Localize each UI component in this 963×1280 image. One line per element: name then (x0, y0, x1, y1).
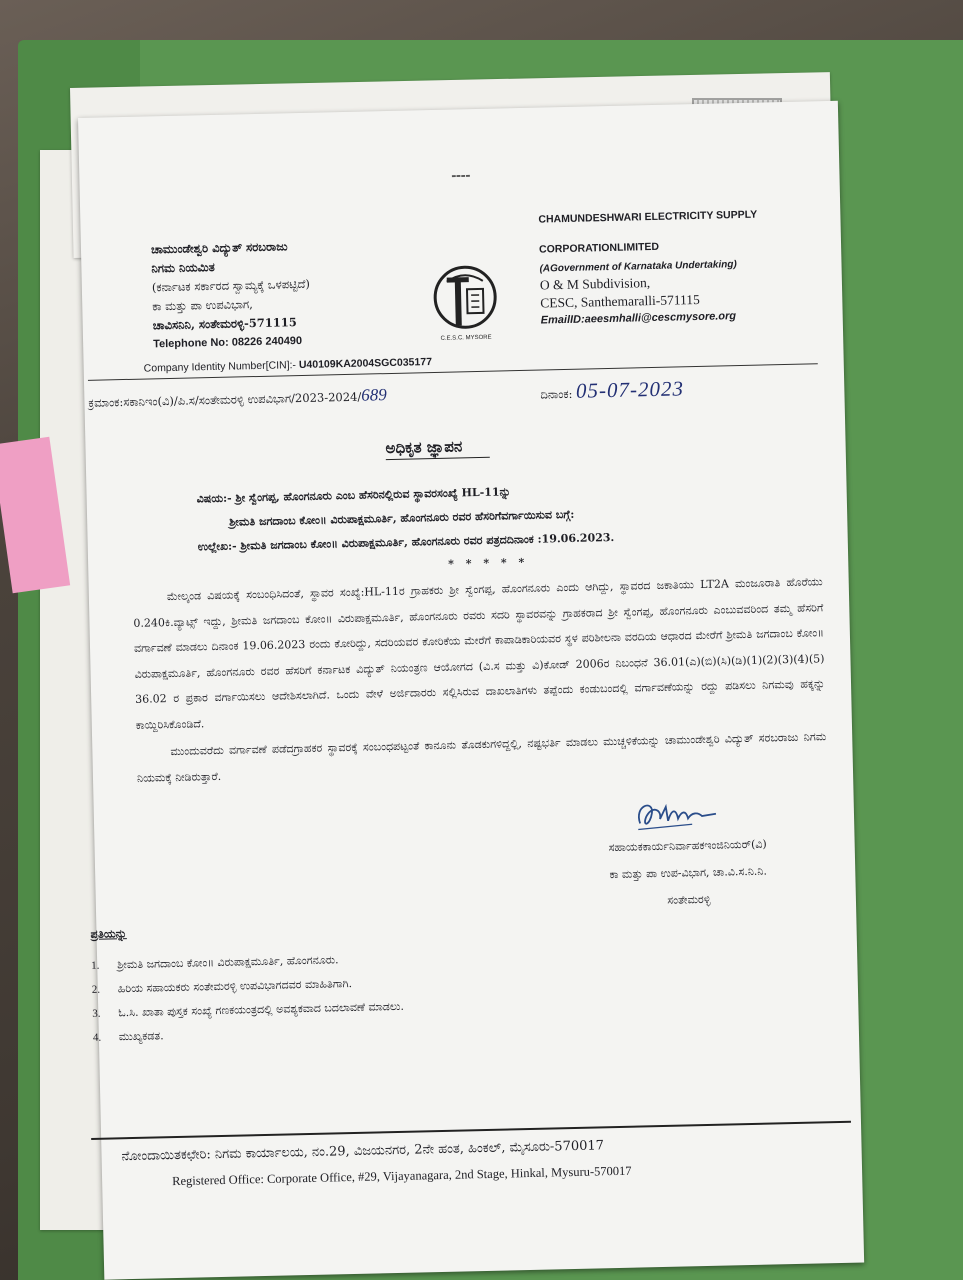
kannada-letterhead (151, 234, 454, 355)
kn-subdivision: ಕಾ ಮತ್ತು ಪಾ ಉಪವಿಭಾಗ, (152, 297, 253, 314)
en-company-name: CHAMUNDESHWARI ELECTRICITY SUPPLY (538, 208, 758, 226)
document-sheet (78, 101, 864, 1280)
body-paragraph-1: ಮೇಲ್ಕಂಡ ವಿಷಯಕ್ಕೆ ಸಂಬಂಧಿಸಿದಂತೆ, ಸ್ಥಾವರ ಸಂಖ್ಯೆ:HL-11ರ ಗ್ರಾಹಕರು ಶ್ರೀ ಸ್ವೆಂಗಪ್ಪ, ಹೊಂಗನೂರು ಎಂದು ಆಗಿದ್ದು, ಸ್ಥಾವರದ ಜಕಾತಿಯು LT2A ಮಂಜೂರಾತಿ ಹೊರೆಯು 0.240ಕಿ.ವ್ಯಾಟ್ಸ್ ಇದ್ದು, ಶ್ರೀಮತಿ ಜಗದಾಂಬ ಕೋಂ॥ ವಿರುಪಾಕ್ಷಮೂರ್ತಿ, ಹೊಂಗನೂರು ರವರು ಸದರಿ ಸ್ಥಾವರವನ್ನು ಗ್ರಾಹಕರಾದ ಶ್ರೀ ಸ್ವೆಂಗಪ್ಪ, ಹೊಂಗನೂರು ಎಂಬುವವರಿಂದ ತಮ್ಮ ಹೆಸರಿಗೆ ವರ್ಗಾವಣೆ ಮಾಡಲು ದಿನಾಂಕ 19.06.2023 ರಂದು ಕೋರಿದ್ದು, ಸದರಿಯವರ ಕೋರಿಕೆಯ ಮೇರೆಗೆ ಕಾಪಾಡಿಕಾರಿಯವರ ಸ್ಥಳ ಪರಿಶೀಲನಾ ವರದಿಯ ಆಧಾರದ ಮೇರೆಗೆ ಶ್ರೀಮತಿ ಜಗದಾಂಬ ಕೋಂ॥ ವಿರುಪಾಕ್ಷಮೂರ್ತಿ, ಹೊಂಗನೂರು ರವರ ಹೆಸರಿಗೆ ಕರ್ನಾಟಕ ವಿದ್ಯುತ್ ನಿಯಂತ್ರಣ ಆಯೋಗದ (ವಿ.ಸ ಮತ್ತು ವಿ)ಕೋಡ್ 2006ರ ನಿಬಂಧನೆ 36.01(ಎ)(ಬಿ)(ಸಿ)(ಡಿ)(1)(2)(3)(4)(5) 36.02 ರ ಪ್ರಕಾರ ವರ್ಗಾಯಿಸಲು ಆದೇಶಿಸಲಾಗಿದೆ. ಒಂದು ವೇಳೆ ಅರ್ಜಿದಾರರು ಸಲ್ಲಿಸಿರುವ ದಾಖಲಾತಿಗಳು ತಪ್ಪೆಂದು ಕಂಡುಬಂದಲ್ಲಿ ವರ್ಗಾವಣೆಯನ್ನು ರದ್ದು ಪಡಿಸಲು ನಿಗಮವು ಹಕ್ಕನ್ನು ಕಾಯ್ದಿರಿಸಿಕೊಂಡಿದೆ. (133, 575, 826, 732)
reference-number-handwritten: 689 (361, 385, 387, 405)
en-company-name2: CORPORATIONLIMITED (538, 240, 660, 256)
copy-to-list (91, 943, 593, 1050)
english-letterhead (538, 205, 841, 327)
top-mark: ▬▬▬▬ (451, 173, 471, 180)
subject-block (196, 474, 797, 560)
signatory-designation: ಸಹಾಯಕಕಾರ್ಯನಿರ್ವಾಹಕಇಂಜಿನಿಯರ್(ವಿ) (608, 837, 767, 855)
en-address: CESC, Santhemaralli-571115 (540, 291, 700, 311)
signature-image (632, 794, 723, 836)
title-underline (386, 457, 490, 460)
footer-kannada: ನೋಂದಾಯಿತಕಛೇರಿ: ನಿಗಮ ಕಾರ್ಯಾಲಯ, ನಂ.29, ವಿಜಯನಗರ, 2ನೇ ಹಂತ, ಹಿಂಕಲ್, ಮೈಸೂರು-570017 (121, 1138, 605, 1165)
email-address: EmailID:aeesmhalli@cescmysore.org (540, 310, 737, 327)
signatory-block (542, 829, 834, 917)
copy-item: 4. ಮುಖ್ಯಕಡತ. (92, 1029, 164, 1044)
copy-item: 2. ಹಿರಿಯ ಸಹಾಯಕರು ಸಂತೇಮರಳ್ಳಿ ಉಪವಿಭಾಗದವರ ಮಾಹಿತಿಗಾಗಿ. (91, 977, 353, 996)
date-label: ದಿನಾಂಕ: (540, 386, 573, 402)
cin-label: Company Identity Number[CIN]:- (143, 359, 297, 375)
footer-english: Registered Office: Corporate Office, #29, Vijayanagara, 2nd Stage, Hinkal, Mysuru-570017 (171, 1163, 632, 1189)
separator-stars: * * * * * (448, 555, 529, 571)
cesc-logo-icon (426, 258, 504, 346)
kn-address: ಚಾವಿಸನಿನಿ, ಸಂತೇಮರಳ್ಳಿ-571115 (152, 315, 297, 333)
kn-govt-undertaking: (ಕರ್ನಾಟಕ ಸರ್ಕಾರದ ಸ್ವಾಮ್ಯಕ್ಕೆ ಒಳಪಟ್ಟಿದೆ) (151, 276, 311, 295)
memo-body (133, 569, 827, 791)
cin-value: U40109KA2004SGC035177 (298, 356, 433, 372)
body-paragraph-2: ಮುಂದುವರೆದು ವರ್ಗಾವಣೆ ಪಡೆದಗ್ರಾಹಕರ ಸ್ಥಾವರಕ್ಕೆ ಸಂಬಂಧಪಟ್ಟಂತೆ ಕಾನೂನು ತೊಡಕುಗಳಿದ್ದಲ್ಲಿ, ನಷ್ಟಭರ್ತಿ ಮಾಡಲು ಮುಚ್ಚಳಿಕೆಯನ್ನು ಚಾಮುಂಡೇಶ್ವರಿ ವಿದ್ಯುತ್ ಸರಬರಾಜು ನಿಗಮ ನಿಯಮಕ್ಕೆ ನೀಡಿರುತ್ತಾರೆ. (136, 730, 827, 785)
signatory-office: ಕಾ ಮತ್ತು ಪಾ ಉಪ-ವಿಭಾಗ, ಚಾ.ವಿ.ಸ.ನಿ.ನಿ. (609, 864, 768, 882)
reference-row (88, 375, 828, 412)
en-subdivision: O & M Subdivision, (539, 275, 651, 293)
subject-line-1: ವಿಷಯ:- ಶ್ರೀ ಸ್ವೆಂಗಪ್ಪ, ಹೊಂಗನೂರು ಎಂಬ ಹೆಸರಿನಲ್ಲಿರುವ ಸ್ಥಾವರಸಂಖ್ಯೆ HL-11ನ್ನು (196, 485, 511, 506)
telephone-number: Telephone No: 08226 240490 (153, 334, 303, 351)
en-govt-undertaking: (AGovernment of Karnataka Undertaking) (539, 259, 737, 275)
date-handwritten: 05-07-2023 (575, 376, 685, 403)
kn-company-name: ಚಾಮುಂಡೇಶ್ವರಿ ವಿದ್ಯುತ್ ಸರಬರಾಜು (150, 239, 288, 257)
copy-to-heading: ಪ್ರತಿಯನ್ನು (90, 927, 127, 941)
copy-item: 3. ಓ.ಸಿ. ಖಾತಾ ಪುಸ್ತಕ ಸಂಖ್ಯೆ ಗಣಕಯಂತ್ರದಲ್ಲಿ ಅವಶ್ಯಕವಾದ ಬದಲಾವಣೆ ಮಾಡಲು. (92, 999, 405, 1020)
reference-prefix: ಕ್ರಮಾಂಕ:ಸಕಾನಿಇಂ(ವಿ)/ಪಿ.ಸ/ಸಂತೇಮರಳ್ಳಿ ಉಪವಿಭಾಗ/2023-2024/ (88, 389, 362, 410)
signatory-place: ಸಂತೇಮರಳ್ಳಿ (667, 892, 711, 907)
memo-title: ಅಧಿಕೃತ ಜ್ಞಾಪನ (385, 437, 463, 458)
subject-line-2: ಶ್ರೀಮತಿ ಜಗದಾಂಬ ಕೋಂ॥ ವಿರುಪಾಕ್ಷಮೂರ್ತಿ, ಹೊಂಗನೂರು ರವರ ಹೆಸರಿಗೆವರ್ಗಾಯಿಸುವ ಬಗ್ಗೆ: (229, 507, 575, 529)
kn-company-name2: ನಿಗಮ ನಿಯಮಿತ (151, 259, 215, 276)
copy-item: 1. ಶ್ರೀಮತಿ ಜಗದಾಂಬ ಕೋಂ॥ ವಿರುಪಾಕ್ಷಮೂರ್ತಿ, ಹೊಂಗನೂರು. (91, 953, 339, 972)
reference-line: ಉಲ್ಲೇಖ:- ಶ್ರೀಮತಿ ಜಗದಾಂಬ ಕೋಂ॥ ವಿರುಪಾಕ್ಷಮೂರ್ತಿ, ಹೊಂಗನೂರು ರವರ ಪತ್ರದದಿನಾಂಕ :19.06.2023. (197, 530, 615, 554)
logo-text: C.E.S.C. MYSORE (440, 334, 492, 342)
